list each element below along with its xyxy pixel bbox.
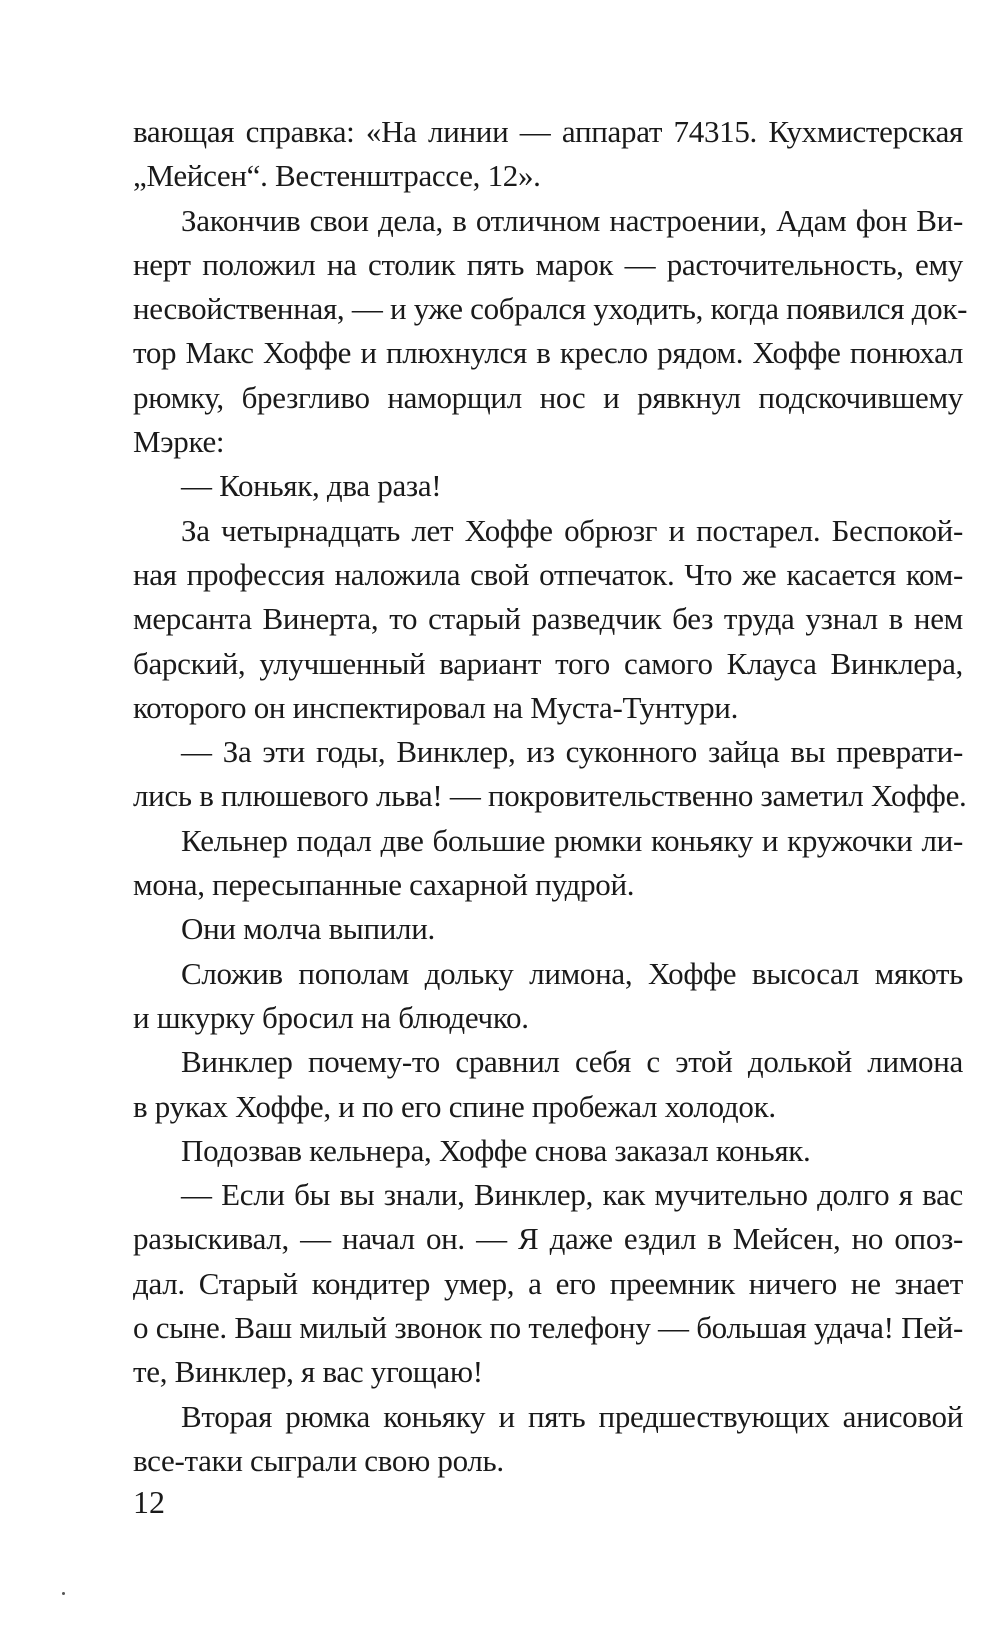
text-line: в руках Хоффе, и по его спине пробежал холодок. bbox=[133, 1088, 776, 1124]
text-line: ная профессия наложила свой отпечаток. Что же касается ком- bbox=[133, 556, 963, 592]
text-line: Закончив свои дела, в отличном настроении, Адам фон Ви- bbox=[181, 202, 963, 238]
text-line: рюмку, брезгливо наморщил нос и рявкнул подскочившему bbox=[133, 379, 963, 415]
text-line: лись в плюшевого льва! — покровительственно заметил Хоффе. bbox=[133, 778, 967, 814]
text-line: „Мейсен“. Вестенштрассе, 12». bbox=[133, 158, 541, 194]
text-line: все-таки сыграли свою роль. bbox=[133, 1442, 504, 1478]
text-line: Кельнер подал две большие рюмки коньяку и кружочки ли- bbox=[181, 822, 963, 858]
text-line: За четырнадцать лет Хоффе обрюзг и постарел. Беспокой- bbox=[181, 512, 963, 548]
text-line: вающая справка: «На линии — аппарат 74315. Кухмистерская bbox=[133, 114, 963, 149]
text-line: Они молча выпили. bbox=[181, 911, 435, 947]
text-line: те, Винклер, я вас угощаю! bbox=[133, 1354, 483, 1390]
page-number: 12 bbox=[133, 1484, 165, 1520]
text-line: Сложив пополам дольку лимона, Хоффе высосал мякоть bbox=[181, 955, 963, 991]
text-line: разыскивал, — начал он. — Я даже ездил в Мейсен, но опоз- bbox=[133, 1221, 963, 1257]
text-line: Вторая рюмка коньяку и пять предшествующих анисовой bbox=[181, 1398, 963, 1434]
text-line: — Если бы вы знали, Винклер, как мучительно долго я вас bbox=[181, 1177, 963, 1213]
text-line: мерсанта Винерта, то старый разведчик без труда узнал в нем bbox=[133, 601, 963, 637]
scan-speck bbox=[62, 1592, 65, 1595]
text-line: тор Макс Хоффе и плюхнулся в кресло рядом. Хоффе понюхал bbox=[133, 335, 963, 371]
text-line: несвойственная, — и уже собрался уходить, когда появился док- bbox=[133, 291, 968, 327]
text-line: о сыне. Ваш милый звонок по телефону — большая удача! Пей- bbox=[133, 1310, 963, 1346]
text-line: — За эти годы, Винклер, из суконного зайца вы преврати- bbox=[181, 734, 963, 770]
text-line: нерт положил на столик пять марок — расточительность, ему bbox=[133, 246, 963, 282]
text-line: дал. Старый кондитер умер, а его преемник ничего не знает bbox=[133, 1265, 963, 1301]
text-line: и шкурку бросил на блюдечко. bbox=[133, 999, 529, 1035]
text-line: мона, пересыпанные сахарной пудрой. bbox=[133, 867, 635, 903]
page-body bbox=[133, 110, 968, 1483]
text-line: Винклер почему-то сравнил себя с этой долькой лимона bbox=[181, 1044, 963, 1080]
text-line: барский, улучшенный вариант того самого Клауса Винклера, bbox=[133, 645, 963, 681]
text-line: Мэрке: bbox=[133, 424, 225, 460]
text-line: — Коньяк, два раза! bbox=[181, 468, 442, 504]
text-line: которого он инспектировал на Муста-Тунтури. bbox=[133, 689, 739, 725]
text-line: Подозвав кельнера, Хоффе снова заказал коньяк. bbox=[181, 1132, 811, 1168]
